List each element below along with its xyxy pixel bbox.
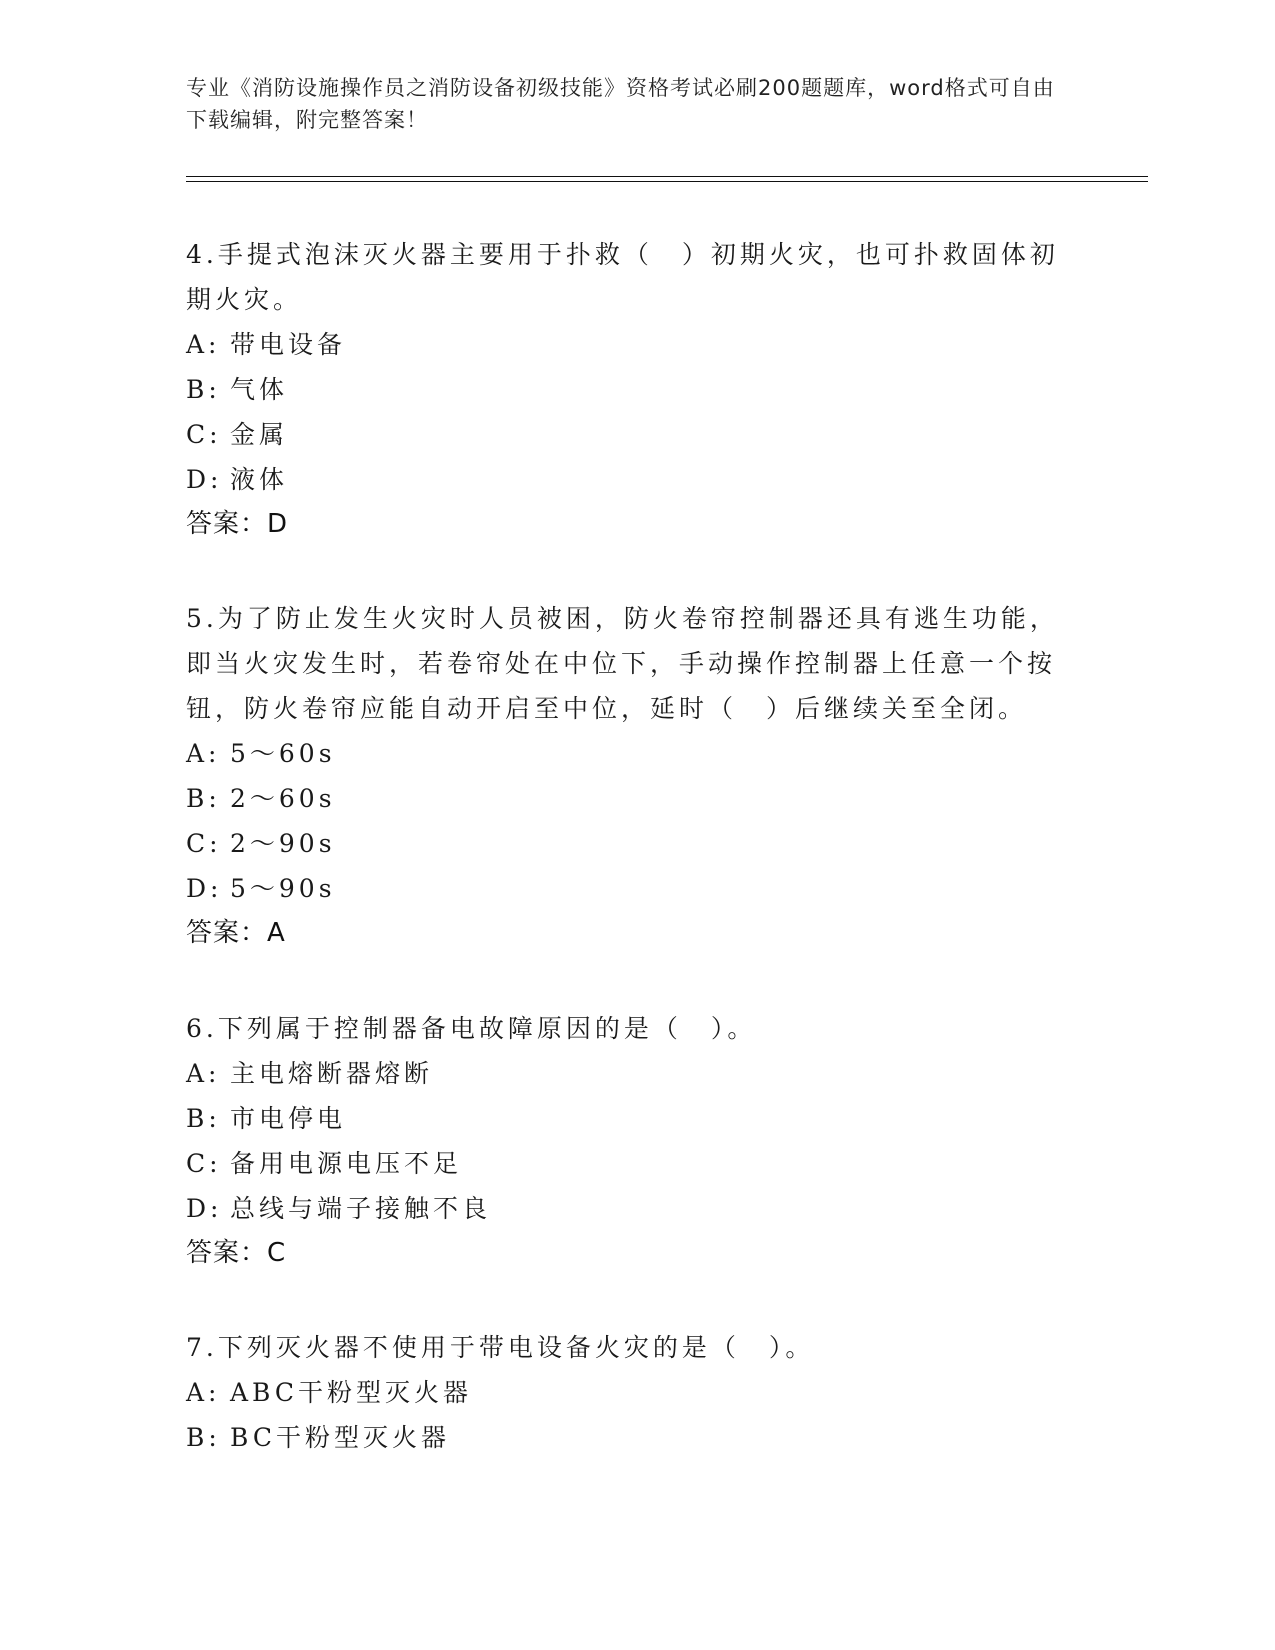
option-text: 总线与端子接触不良 xyxy=(230,1194,492,1223)
option-a xyxy=(186,731,1066,776)
question-text: 5.为了防止发生火灾时人员被困，防火卷帘控制器还具有逃生功能，即当火灾发生时，若卷帘处在中位下，手动操作控制器上任意一个按钮，防火卷帘应能自动开启至中位，延时（ ）后继续关至全闭。 xyxy=(186,604,1059,723)
option-letter: B: xyxy=(186,1423,221,1452)
option-letter: A: xyxy=(186,1378,221,1407)
option-text: 金属 xyxy=(230,420,289,449)
option-b xyxy=(186,367,1066,412)
option-a xyxy=(186,1051,1066,1096)
option-letter: D: xyxy=(186,1194,223,1223)
header-intro-text: 专业《消防设施操作员之消防设备初级技能》资格考试必刷200题题库，word格式可自由下载编辑，附完整答案！ xyxy=(186,76,1055,132)
option-text: 市电停电 xyxy=(230,1104,347,1133)
option-letter: A: xyxy=(186,330,221,359)
option-letter: D: xyxy=(186,874,223,903)
option-text: 备用电源电压不足 xyxy=(230,1149,463,1178)
option-letter: C: xyxy=(186,420,222,449)
option-letter: C: xyxy=(186,829,222,858)
option-letter: A: xyxy=(186,1059,221,1088)
question-text: 6.下列属于控制器备电故障原因的是（ ）。 xyxy=(186,1014,757,1043)
option-text: 主电熔断器熔断 xyxy=(230,1059,434,1088)
option-text: ABC干粉型灭火器 xyxy=(230,1378,473,1407)
option-b xyxy=(186,776,1066,821)
answer-text: 答案：A xyxy=(186,918,286,948)
option-text: 2～90s xyxy=(230,829,336,858)
option-text: BC干粉型灭火器 xyxy=(230,1423,450,1452)
header-divider-top xyxy=(186,176,1148,177)
option-letter: B: xyxy=(186,1104,221,1133)
option-a xyxy=(186,322,1066,367)
option-letter: A: xyxy=(186,739,221,768)
option-text: 5～60s xyxy=(230,739,336,768)
option-b xyxy=(186,1415,1066,1460)
option-letter: C: xyxy=(186,1149,222,1178)
option-text: 2～60s xyxy=(230,784,336,813)
option-d xyxy=(186,1186,1066,1231)
option-c xyxy=(186,1141,1066,1186)
option-letter: D: xyxy=(186,465,223,494)
question-6 xyxy=(186,1006,1066,1276)
option-text: 气体 xyxy=(230,375,289,404)
option-d xyxy=(186,457,1066,502)
document-header xyxy=(186,72,1066,136)
question-5 xyxy=(186,596,1066,956)
option-a xyxy=(186,1370,1066,1415)
question-text: 7.下列灭火器不使用于带电设备火灾的是（ ）。 xyxy=(186,1333,815,1362)
option-c xyxy=(186,412,1066,457)
option-letter: B: xyxy=(186,375,221,404)
header-divider-bottom xyxy=(186,181,1148,182)
option-text: 5～90s xyxy=(230,874,336,903)
option-text: 液体 xyxy=(230,465,289,494)
question-text: 4.手提式泡沫灭火器主要用于扑救（ ）初期火灾，也可扑救固体初期火灾。 xyxy=(186,240,1059,314)
answer-text: 答案：D xyxy=(186,509,289,539)
option-b xyxy=(186,1096,1066,1141)
answer-text: 答案：C xyxy=(186,1238,287,1268)
option-letter: B: xyxy=(186,784,221,813)
option-d xyxy=(186,866,1066,911)
option-text: 带电设备 xyxy=(230,330,347,359)
question-7 xyxy=(186,1325,1066,1460)
question-4 xyxy=(186,232,1066,547)
option-c xyxy=(186,821,1066,866)
